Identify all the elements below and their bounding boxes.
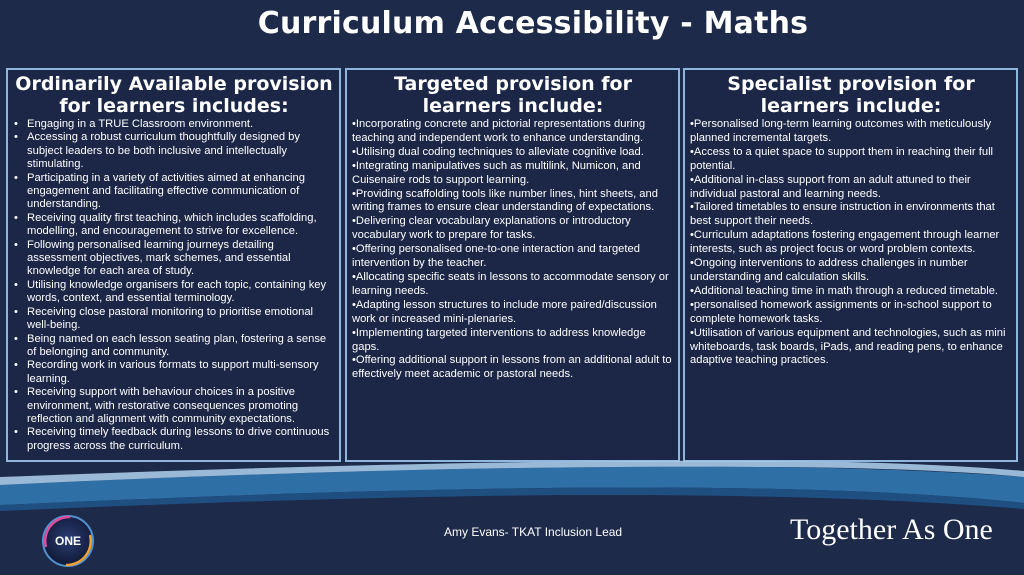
list-item: • Recording work in various formats to support multi-sensory learning. [27, 359, 335, 386]
list-item: • Receiving close pastoral monitoring to prioritise emotional well-being. [27, 306, 335, 333]
panel-heading: Ordinarily Available provision for learners includes: [15, 73, 333, 117]
list-item: •Allocating specific seats in lessons to accommodate sensory or learning needs. [352, 270, 669, 297]
list-item: •Providing scaffolding tools like number lines, hint sheets, and writing frames to ensure clear understanding of expectations. [352, 187, 658, 214]
one-logo-icon [40, 513, 96, 569]
list-item: •Ongoing interventions to address challenges in number understanding and calculation skills. [690, 257, 968, 283]
provision-list [13, 118, 335, 453]
list-item: • Being named on each lesson seating plan, fostering a sense of belonging and community. [27, 333, 335, 360]
list-item: • Accessing a robust curriculum thoughtfully designed by subject leaders to be both inclusive and intellectually stimulating. [27, 131, 335, 171]
list-item: •Curriculum adaptations fostering engagement through learner interests, such as project focus or word problem contexts. [690, 229, 1000, 256]
list-item: •Personalised long-term learning outcomes with meticulously planned incremental targets. [690, 118, 992, 144]
footer-motto: Together As One [790, 513, 993, 546]
targeted-provision-panel [345, 68, 680, 462]
list-item: • Receiving timely feedback during lessons to drive continuous progress across the curriculum. [27, 426, 335, 453]
list-item: • Receiving support with behaviour choices in a positive environment, with restorative consequences promoting reflection and alignment with community expectations. [27, 386, 335, 426]
list-item: • Following personalised learning journeys detailing assessment objectives, mark schemes, and essential knowledge for each area of study. [27, 239, 335, 279]
list-item: •Utilising dual coding techniques to alleviate cognitive load. [352, 145, 644, 158]
list-item: •personalised homework assignments or in-school support to complete homework tasks. [690, 298, 992, 325]
list-item: •Offering additional support in lessons from an additional adult to effectively meet academic or pastoral needs. [352, 354, 672, 381]
specialist-provision-panel [683, 68, 1018, 462]
list-item: •Delivering clear vocabulary explanations or introductory vocabulary work to prepare for tasks. [352, 215, 631, 242]
list-item: • Engaging in a TRUE Classroom environment. [27, 118, 335, 131]
list-item: •Adapting lesson structures to include more paired/discussion work or increased mini-plenaries. [352, 298, 657, 325]
provision-list [690, 118, 1012, 368]
list-item: • Participating in a variety of activities aimed at enhancing engagement and facilitating effective communication of understanding. [27, 172, 335, 212]
list-item: •Tailored timetables to ensure instruction in environments that best support their needs. [690, 201, 995, 228]
footer-credit: Amy Evans- TKAT Inclusion Lead [444, 525, 623, 539]
list-item: •Incorporating concrete and pictorial representations during teaching and independent work to enhance understanding. [352, 118, 646, 144]
list-item: •Utilisation of various equipment and technologies, such as mini whiteboards, task boards, iPads, and reading pens, to enhance adaptive teaching practices. [690, 326, 1006, 367]
list-item: • Receiving quality first teaching, which includes scaffolding, modelling, and encouragement to strive for excellence. [27, 212, 335, 239]
list-item: •Access to a quiet space to support them in reaching their full potential. [690, 145, 994, 172]
provision-list [352, 118, 674, 382]
list-item: •Implementing targeted interventions to address knowledge gaps. [352, 326, 646, 353]
page-title: Curriculum Accessibility - Maths [257, 6, 809, 41]
list-item: •Integrating manipulatives such as multilink, Numicon, and Cuisenaire rods to support learning. [352, 159, 641, 186]
decorative-wave [0, 455, 1024, 515]
logo-text: ONE [54, 534, 82, 548]
list-item: • Utilising knowledge organisers for each topic, containing key words, context, and essential terminology. [27, 279, 335, 306]
panel-heading: Targeted provision for learners include: [393, 73, 632, 117]
panel-heading: Specialist provision for learners include: [727, 73, 975, 117]
ordinarily-available-panel [6, 68, 341, 462]
list-item: •Additional in-class support from an adult attuned to their individual pastoral and learning needs. [690, 173, 971, 200]
list-item: •Additional teaching time in math through a reduced timetable. [690, 284, 999, 297]
list-item: •Offering personalised one-to-one interaction and targeted intervention by the teacher. [352, 243, 640, 270]
